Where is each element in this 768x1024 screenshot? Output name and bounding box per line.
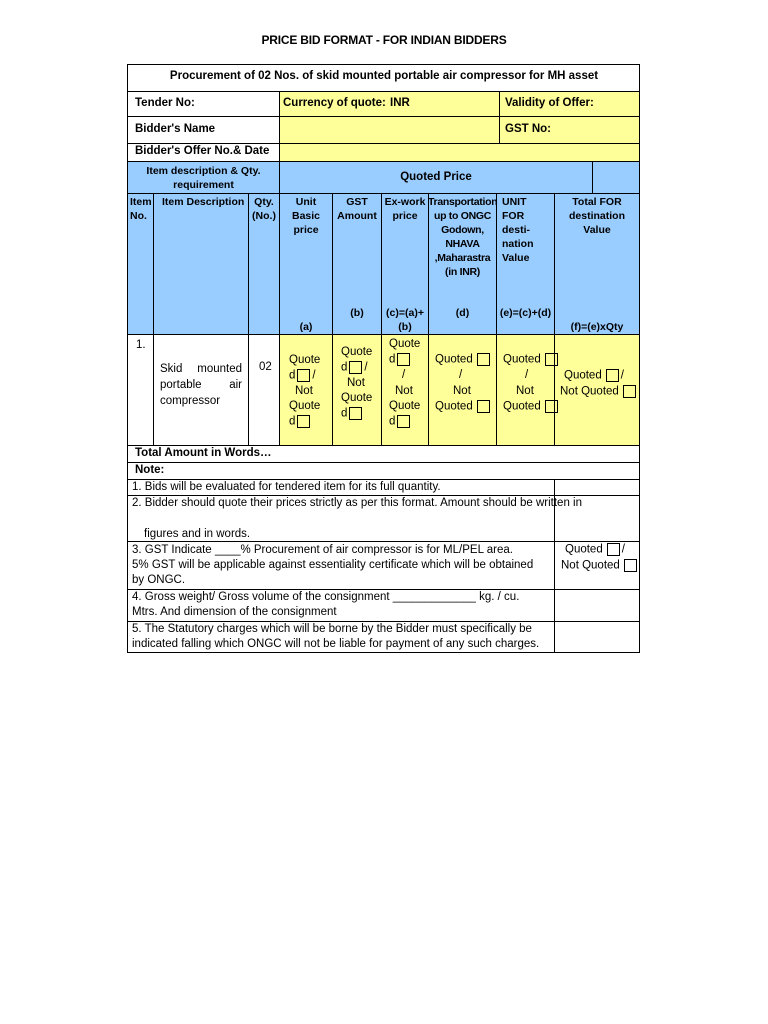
unit-basic-not-quoted-checkbox[interactable] <box>297 415 310 428</box>
row-item-desc: Skid mounted portable air compressor <box>160 363 242 407</box>
col-item-desc <box>153 193 249 335</box>
col-item-desc-label: Item Description <box>162 196 245 208</box>
note-label: Note: <box>135 464 165 476</box>
exwork-quote-3: Quote <box>389 400 421 412</box>
page-title: PRICE BID FORMAT - FOR INDIAN BIDDERS <box>261 33 507 47</box>
gst-quoted-checkbox[interactable] <box>349 361 362 374</box>
unit-basic-quote-4: d <box>289 415 310 428</box>
transport-quoted-checkbox[interactable] <box>477 353 490 366</box>
exwork-slash: / <box>402 369 406 381</box>
unit-for-quoted-line: Quoted <box>503 353 558 366</box>
row-qty-cell <box>248 334 280 446</box>
gst-not: Not <box>347 377 365 389</box>
transport-not-quoted-line: Quoted <box>435 400 490 413</box>
tender-no-label: Tender No: <box>135 97 195 109</box>
gst-no-label: GST No: <box>505 123 551 135</box>
total-words-label: Total Amount in Words… <box>135 447 272 459</box>
bidders-name-label: Bidder's Name <box>135 123 216 135</box>
gst-indicate-not-quoted-checkbox[interactable] <box>624 559 637 572</box>
col-transport-label: Transportation up to ONGC Godown, NHAVA ,Maharastra (in INR) <box>428 196 498 278</box>
procurement-title: Procurement of 02 Nos. of skid mounted portable air compressor for MH asset <box>169 70 599 82</box>
row-qty: 02 <box>259 361 272 373</box>
note-5-side <box>554 621 640 653</box>
unit-for-slash: / <box>525 369 529 381</box>
col-exwork-label: Ex-work price <box>384 196 426 222</box>
formula-b: (b) <box>350 307 364 319</box>
price-group-label: Quoted Price <box>400 171 472 183</box>
formula-f: (f)=(e)xQty <box>570 321 624 333</box>
gst-quote-3: Quote <box>341 392 373 404</box>
gst-quote-2: d / <box>341 361 368 374</box>
unit-for-not: Not <box>516 385 534 397</box>
col-gst-label: GST Amount <box>337 196 377 222</box>
gst-not-quoted-line: Not Quoted <box>561 559 637 572</box>
currency-label: Currency of quote: <box>283 97 386 109</box>
gst-quote-1: Quote <box>341 346 373 358</box>
row-item-no: 1. <box>136 339 146 351</box>
exwork-quoted-checkbox[interactable] <box>397 353 410 366</box>
note-4-side <box>554 589 640 622</box>
gst-quoted-line: Quoted / <box>565 543 625 556</box>
formula-e: (e)=(c)+(d) <box>499 307 552 319</box>
note-4-line-1: 4. Gross weight/ Gross volume of the consignment _____________ kg. / cu. <box>132 591 520 603</box>
transport-slash: / <box>459 369 463 381</box>
bidders-name-input[interactable] <box>279 116 500 144</box>
note-1: 1. Bids will be evaluated for tendered item for its full quantity. <box>132 481 441 493</box>
currency-value: INR <box>390 97 410 109</box>
formula-d: (d) <box>455 307 470 319</box>
note-2-line-3: figures and in words. <box>144 528 251 540</box>
total-for-quoted-checkbox[interactable] <box>606 369 619 382</box>
unit-for-not-quoted-checkbox[interactable] <box>545 400 558 413</box>
total-for-not-quoted-line: Not Quoted <box>560 385 636 398</box>
exwork-not: Not <box>395 385 413 397</box>
total-for-not-quoted-checkbox[interactable] <box>623 385 636 398</box>
exwork-quote-1: Quote <box>389 338 421 350</box>
validity-label: Validity of Offer: <box>505 97 594 109</box>
gst-not-quoted-checkbox[interactable] <box>349 407 362 420</box>
note-row <box>127 462 640 480</box>
unit-for-not-quoted-line: Quoted <box>503 400 558 413</box>
note-4-line-2: Mtrs. And dimension of the consignment <box>132 606 337 618</box>
col-unit-basic-label: Unit Basic price <box>291 196 321 236</box>
exwork-quote-4: d <box>389 415 410 428</box>
exwork-quote-2: d <box>389 353 410 366</box>
gst-indicate-quoted-checkbox[interactable] <box>607 543 620 556</box>
formula-a: (a) <box>299 321 313 333</box>
formula-c: (c)=(a)+ (b) <box>386 307 424 333</box>
note-1-side <box>554 479 640 496</box>
exwork-not-quoted-checkbox[interactable] <box>397 415 410 428</box>
note-3-line-3: by ONGC. <box>132 574 186 586</box>
col-unit-for-label: UNIT FOR desti- nation Value <box>502 196 534 264</box>
transport-not-quoted-checkbox[interactable] <box>477 400 490 413</box>
unit-basic-quoted-checkbox[interactable] <box>297 369 310 382</box>
unit-for-quoted-checkbox[interactable] <box>545 353 558 366</box>
price-group-end <box>592 161 640 194</box>
transport-quoted-line: Quoted <box>435 353 490 366</box>
col-total-for-label: Total FOR destination Value <box>568 196 625 236</box>
note-5-line-1: 5. The Statutory charges which will be borne by the Bidder must specifically be <box>132 623 532 635</box>
transport-not: Not <box>453 385 471 397</box>
col-item-no-label: Item No. <box>130 196 152 222</box>
note-3-line-1: 3. GST Indicate ____% Procurement of air compressor is for ML/PEL area. <box>132 544 513 556</box>
unit-basic-quote-3: Quote <box>289 400 321 412</box>
gst-quote-4: d <box>341 407 362 420</box>
item-group-label: Item description & Qty. requirement <box>146 165 261 191</box>
col-qty-label: Qty. (No.) <box>252 196 276 222</box>
unit-basic-not: Not <box>295 385 313 397</box>
total-for-quoted-line: Quoted / <box>564 369 624 382</box>
note-3-line-2: 5% GST will be applicable against essentiality certificate which will be obtained <box>132 559 534 571</box>
note-5-line-2: indicated falling which ONGC will not be liable for payment of any such charges. <box>132 638 540 650</box>
note-2-line-1: 2. Bidder should quote their prices strictly as per this format. Amount should be written in <box>132 497 582 509</box>
unit-basic-quote-2: d / <box>289 369 316 382</box>
unit-basic-quote-1: Quote <box>289 354 321 366</box>
offer-no-label: Bidder's Offer No.& Date <box>135 145 270 157</box>
offer-no-input[interactable] <box>279 143 640 162</box>
